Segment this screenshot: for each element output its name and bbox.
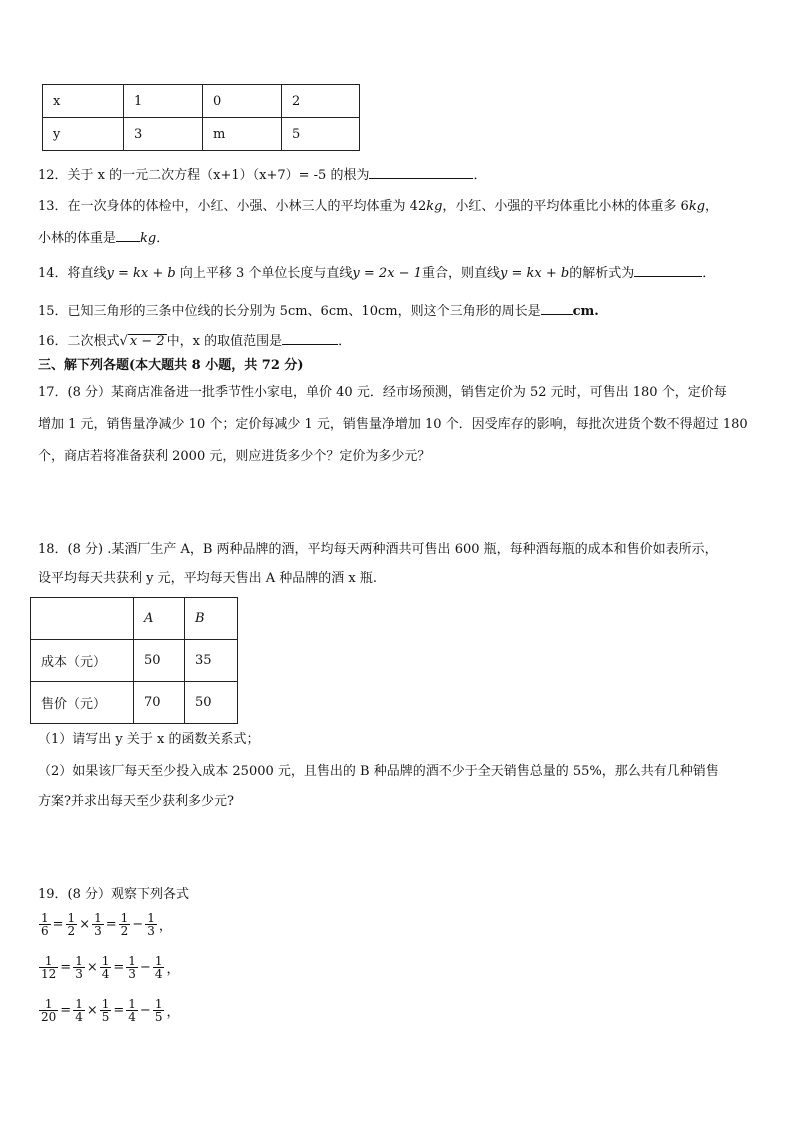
- denominator: 4: [101, 967, 110, 981]
- answer-blank: [541, 302, 573, 315]
- table-cell: 3: [124, 118, 203, 151]
- question-text: 13．在一次身体的体检中，小红、小强、小林三人的平均体重为 42: [38, 199, 427, 214]
- table-cell: 50: [185, 682, 238, 724]
- numerator: 1: [128, 997, 136, 1011]
- equals-sign: =: [113, 960, 125, 975]
- table-cell: 1: [124, 85, 203, 118]
- question-text: 14．将直线: [38, 266, 107, 281]
- question-13-line2: [38, 229, 764, 248]
- question-14: [38, 264, 764, 283]
- table-cell: [31, 598, 134, 640]
- denominator: 3: [147, 924, 155, 938]
- fraction: [73, 998, 85, 1023]
- fraction: [153, 998, 165, 1023]
- radicand: x − 2: [129, 334, 165, 349]
- numerator: 1: [154, 954, 163, 968]
- table-cell: 50: [134, 640, 185, 682]
- answer-blank: [634, 264, 702, 277]
- equation: y = kx + b: [499, 266, 570, 281]
- price-table: [30, 597, 238, 724]
- sqrt-icon: √: [119, 334, 128, 349]
- equation: y = 2x − 1: [352, 266, 422, 281]
- unit: kg: [140, 231, 157, 246]
- punctuation: ，: [158, 919, 172, 934]
- question-17-line1: 17．(8 分）某商店准备进一批季节性小家电，单价 40 元．经市场预测，销售定价为 52 元时，可售出 180 个，定价每: [38, 385, 727, 400]
- denominator: 20: [41, 1010, 57, 1024]
- answer-blank: [369, 166, 473, 179]
- question-18-sub2-line2: 方案?并求出每天至少获利多少元?: [38, 794, 234, 809]
- fraction: [100, 955, 112, 980]
- numerator: 1: [101, 954, 110, 968]
- table-row: [31, 640, 238, 682]
- question-15: [38, 302, 764, 321]
- fraction: [73, 955, 85, 980]
- numerator: 1: [41, 911, 49, 925]
- question-text: 向上平移 3 个单位长度与直线: [175, 266, 353, 281]
- equals-sign: =: [52, 917, 64, 932]
- table-row: [31, 598, 238, 640]
- unit: kg: [426, 199, 443, 214]
- numerator: 1: [39, 998, 58, 1011]
- punctuation: ，: [166, 962, 180, 977]
- equals-sign: =: [60, 960, 72, 975]
- punctuation: ，: [166, 1005, 180, 1020]
- answer-blank: [116, 229, 140, 242]
- denominator: 2: [120, 924, 129, 938]
- question-text: 15．已知三角形的三条中位线的长分别为 5cm、6cm、10cm，则这个三角形的周长是: [38, 304, 541, 319]
- formula-row: [38, 955, 180, 980]
- denominator: 3: [94, 924, 102, 938]
- table-cell: 成本（元）: [31, 640, 134, 682]
- question-17-line2: 增加 1 元，销售量净减少 10 个；定价每减少 1 元，销售量净增加 10 个．因受库存的影响，每批次进货个数不得超过 180: [38, 417, 748, 432]
- denominator: 6: [41, 924, 49, 938]
- table-cell: 5: [282, 118, 360, 151]
- fraction: [126, 998, 138, 1023]
- numerator: 1: [67, 911, 76, 925]
- question-17-line3: 个，商店若将准备获利 2000 元，则应进货多少个？定价为多少元？: [38, 449, 431, 464]
- question-text: 中，x 的取值范围是: [166, 334, 283, 349]
- numerator: 1: [154, 997, 163, 1011]
- formula-row: [38, 998, 180, 1023]
- question-16: [38, 332, 764, 351]
- question-text: 16．二次根式: [38, 334, 120, 349]
- punctuation: ，: [705, 199, 719, 214]
- question-18-line2: 设平均每天共获利 y 元，平均每天售出 A 种品牌的酒 x 瓶.: [38, 571, 377, 586]
- denominator: 3: [128, 967, 136, 981]
- fraction: [39, 998, 58, 1023]
- table-cell: 售价（元）: [31, 682, 134, 724]
- numerator: 1: [101, 997, 110, 1011]
- punctuation: ．: [473, 168, 487, 183]
- table-row: [43, 118, 360, 151]
- numerator: 1: [128, 954, 136, 968]
- fraction: [39, 955, 58, 980]
- punctuation: ．: [156, 231, 170, 246]
- xy-table: [42, 84, 360, 151]
- question-19-title: 19．(8 分）观察下列各式: [38, 887, 190, 902]
- question-text: 的解析式为: [569, 266, 635, 281]
- section-title: 三、解下列各题(本大题共 8 小题，共 72 分): [38, 358, 304, 373]
- fraction: [100, 998, 112, 1023]
- minus-sign: −: [139, 960, 151, 975]
- equals-sign: =: [105, 917, 117, 932]
- minus-sign: −: [139, 1003, 151, 1018]
- table-cell: A: [134, 598, 185, 640]
- fraction: [119, 912, 131, 937]
- fraction: [39, 912, 51, 937]
- denominator: 3: [75, 967, 83, 981]
- punctuation: ．: [338, 334, 352, 349]
- denominator: 4: [128, 1010, 136, 1024]
- times-sign: ×: [86, 960, 98, 975]
- fraction: [145, 912, 157, 937]
- equals-sign: =: [60, 1003, 72, 1018]
- numerator: 1: [39, 955, 58, 968]
- answer-blank: [282, 332, 338, 345]
- denominator: 12: [41, 967, 57, 981]
- table-cell: 0: [203, 85, 282, 118]
- question-text: 12．关于 x 的一元二次方程（x+1）（x+7）= -5 的根为: [38, 168, 370, 183]
- numerator: 1: [147, 911, 155, 925]
- table-cell: 35: [185, 640, 238, 682]
- question-18-sub2-line1: （2）如果该厂每天至少投入成本 25000 元，且售出的 B 种品牌的酒不少于全天销售总量的 55%，那么共有几种销售: [38, 764, 719, 779]
- denominator: 4: [75, 1010, 83, 1024]
- numerator: 1: [75, 954, 83, 968]
- fraction: [92, 912, 104, 937]
- table-cell: 2: [282, 85, 360, 118]
- table-cell: m: [203, 118, 282, 151]
- unit: cm.: [572, 304, 599, 319]
- denominator: 4: [154, 967, 163, 981]
- question-text: ，小红、小强的平均体重比小林的体重多 6: [442, 199, 689, 214]
- equation: y = kx + b: [106, 266, 176, 281]
- denominator: 5: [101, 1010, 110, 1024]
- equals-sign: =: [113, 1003, 125, 1018]
- fraction: [66, 912, 78, 937]
- fraction: [126, 955, 138, 980]
- numerator: 1: [120, 911, 129, 925]
- minus-sign: −: [132, 917, 144, 932]
- table-cell: x: [43, 85, 124, 118]
- times-sign: ×: [79, 917, 91, 932]
- numerator: 1: [75, 997, 83, 1011]
- question-text: 小林的体重是: [38, 231, 117, 246]
- question-text: 重合，则直线: [421, 266, 500, 281]
- times-sign: ×: [86, 1003, 98, 1018]
- table-cell: y: [43, 118, 124, 151]
- question-18-sub1: （1）请写出 y 关于 x 的函数关系式；: [38, 732, 260, 747]
- table-row: [43, 85, 360, 118]
- numerator: 1: [94, 911, 102, 925]
- table-cell: 70: [134, 682, 185, 724]
- denominator: 2: [67, 924, 76, 938]
- punctuation: ．: [702, 266, 716, 281]
- unit: kg: [688, 199, 706, 214]
- denominator: 5: [154, 1010, 163, 1024]
- question-18-line1: 18．(8 分) .某酒厂生产 A，B 两种品牌的酒，平均每天两种酒共可售出 600 瓶，每种酒每瓶的成本和售价如表所示，: [38, 542, 718, 557]
- fraction: [153, 955, 165, 980]
- formula-row: [38, 912, 173, 937]
- question-13: [38, 198, 764, 216]
- table-cell: B: [185, 598, 238, 640]
- question-12: [38, 166, 764, 185]
- table-row: [31, 682, 238, 724]
